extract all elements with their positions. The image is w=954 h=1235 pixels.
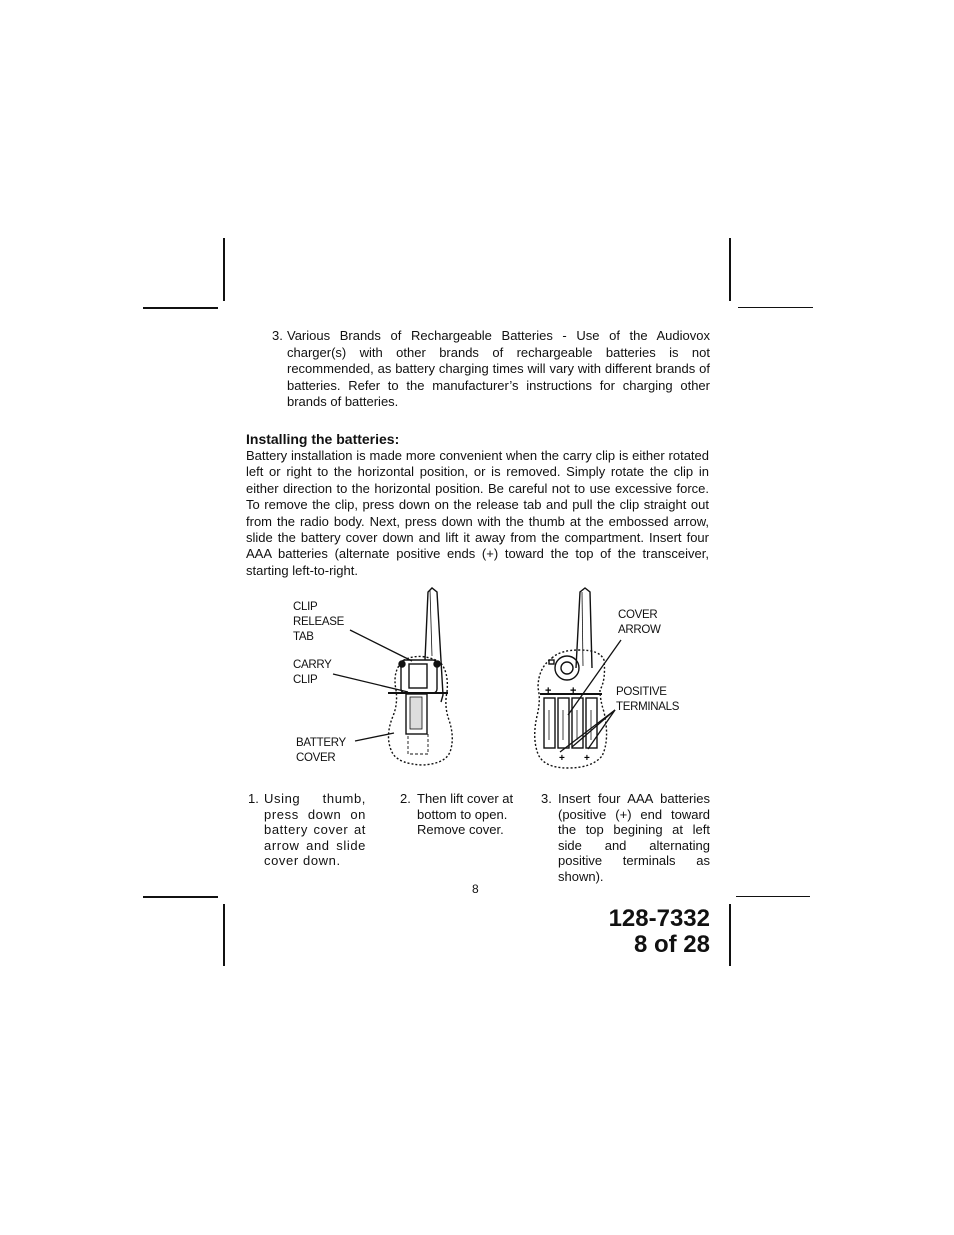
radio-back-illustration bbox=[535, 588, 607, 768]
plus-sign: + bbox=[584, 753, 590, 764]
document-number: 128-7332 bbox=[608, 905, 710, 932]
plus-sign: + bbox=[559, 753, 565, 764]
step-1 bbox=[248, 791, 366, 869]
plus-sign: + bbox=[545, 685, 552, 697]
note-text: Various Brands of Rechargeable Batteries - Use of the Audiovox charger(s) with other brands of rechargeable batteries is not recommended, as battery charging times will vary with different brands of batteries. Refer to the manufacturer’s instructions for charging other brands of batteries. bbox=[287, 328, 710, 409]
page-number: 8 bbox=[472, 882, 479, 896]
leader-lines bbox=[333, 630, 621, 752]
step-3 bbox=[541, 791, 710, 885]
label-carry-clip: CARRY CLIP bbox=[293, 659, 332, 686]
step-text: Using thumb, press down on battery cover at arrow and slide cover down. bbox=[264, 791, 366, 869]
section-heading: Installing the batteries: bbox=[246, 431, 400, 447]
label-battery-cover: BATTERY COVER bbox=[296, 737, 346, 764]
label-positive-terminals: POSITIVE TERMINALS bbox=[616, 686, 680, 713]
step-text: Insert four AAA batteries (positive (+) end toward the top begining at left side and alternating positive terminals as shown). bbox=[558, 791, 710, 884]
step-number: 1. bbox=[248, 791, 259, 806]
radio-front-illustration bbox=[388, 588, 452, 765]
page-count: 8 of 28 bbox=[633, 931, 710, 958]
step-number: 3. bbox=[541, 791, 552, 806]
step-text: Then lift cover at bottom to open. Remove cover. bbox=[417, 791, 514, 838]
leader-carry-clip bbox=[333, 674, 408, 692]
section-body: Battery installation is made more convenient when the carry clip is either rotated left or right to the horizontal position, or is removed. Simply rotate the clip in either direction to the horizontal position. Be careful not to use excessive force. To remove the clip, press down on the release tab and pull the clip straight out from the radio body. Next, press down with the thumb at the embossed arrow, slide the battery cover down and lift it away from the compartment. Insert four AAA batteries (alternate positive ends (+) toward the top of the transceiver, starting left-to-right. bbox=[246, 448, 709, 578]
label-clip-release-tab: CLIP RELEASE TAB bbox=[293, 601, 344, 643]
step-2 bbox=[400, 791, 524, 838]
plus-sign: + bbox=[570, 685, 577, 697]
leader-clip-release-tab bbox=[350, 630, 412, 661]
note-number: 3. bbox=[272, 328, 283, 343]
step-number: 2. bbox=[400, 791, 411, 806]
document-id bbox=[609, 906, 710, 958]
label-cover-arrow: COVER ARROW bbox=[618, 609, 661, 636]
